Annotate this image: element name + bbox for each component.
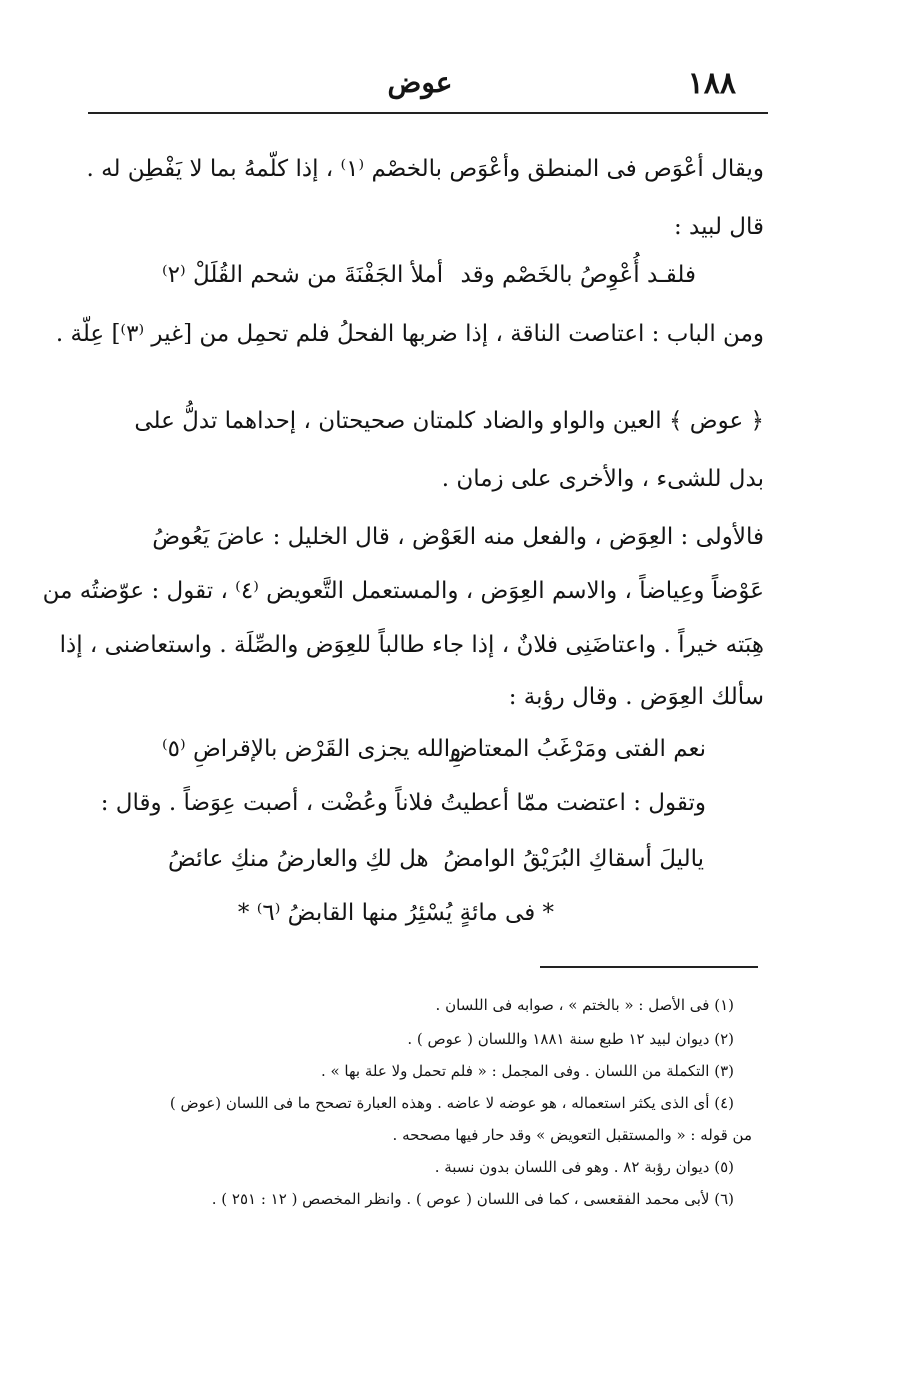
text-line: عَوْضاً وعِياضاً ، والاسم العِوَض ، والمستعمل التَّعويض ⁽٤⁾ ، تقول : عوّضتُه من — [42, 578, 764, 604]
footnote-rule — [540, 966, 758, 968]
text-line: هِبَته خيراً . واعتاضَنِى فلانٌ ، إذا جاء طالباً للعِوَض والصِّلَة . واستعاضنى ، إذا — [59, 632, 764, 658]
running-head: عوض — [387, 66, 453, 99]
text-line: بدل للشىء ، والأخرى على زمان . — [441, 466, 764, 492]
header-rule — [88, 112, 768, 114]
verse-hemistich: فلقـد أُعْوِصُ بالخَصْم وقد — [460, 262, 696, 288]
verse-single: * فى مائةٍ يُسْئِرُ منها القابضُ ⁽٦⁾ * — [237, 900, 554, 926]
text-line: ويقال أعْوَص فى المنطق وأعْوَص بالخصْم ⁽١⁾ ، إذا كلّمهُ بما لا يَفْطِن له . — [86, 156, 764, 182]
footnote-continuation: من قوله : « والمستقبل التعويض » وقد حار فيها مصححه . — [392, 1126, 752, 1144]
verse-hemistich: نعم الفتى ومَرْغَبُ المعتاضِ — [449, 736, 706, 762]
text-line: وتقول : اعتضت ممّا أعطيتُ فلاناً وعُضْت ، أصبت عِوَضاً . وقال : — [100, 790, 706, 816]
footnote: (٣) التكملة من اللسان . وفى المجمل : « فلم تحمل ولا علة بها » . — [320, 1062, 734, 1080]
verse-hemistich: هل لكِ والعارضُ منكِ عائضُ — [168, 846, 429, 872]
text-line: قال لبيد : — [673, 214, 764, 240]
footnote: (٢) ديوان لبيد ١٢ طبع سنة ١٨٨١ واللسان ( عوص ) . — [407, 1030, 734, 1048]
footnote: (٤) أى الذى يكثر استعماله ، هو عوضه لا عاضه . وهذه العبارة تصحح ما فى اللسان (عوض ) — [169, 1094, 734, 1112]
footnote: (٦) لأبى محمد الفقعسى ، كما فى اللسان ( عوص ) . وانظر المخصص ( ١٢ : ٢٥١ ) . — [211, 1190, 734, 1208]
page-number: ١٨٨ — [687, 66, 736, 101]
footnote: (١) فى الأصل : « بالختم » ، صوابه فى اللسان . — [435, 996, 734, 1014]
text-line: فالأولى : العِوَض ، والفعل منه العَوْض ، قال الخليل : عاضَ يَعُوضُ — [152, 524, 764, 550]
text-line: ومن الباب : اعتاصت الناقة ، إذا ضربها الفحلُ فلم تحمِل من [غير ⁽٣⁾] عِلّة . — [55, 321, 764, 347]
verse-hemistich: ياليلَ أسقاكِ البُرَيْقُ الوامضُ — [443, 846, 704, 872]
footnote: (٥) ديوان رؤبة ٨٢ . وهو فى اللسان بدون نسبة . — [434, 1158, 734, 1176]
verse-hemistich: والله يجزى القَرْض بالإقراضِ ⁽٥⁾ — [162, 736, 462, 762]
text-line: سألك العِوَض . وقال رؤبة : — [508, 684, 764, 710]
entry-line: ﴿ عوض ﴾ العين والواو والضاد كلمتان صحيحتان ، إحداهما تدلُّ على — [134, 408, 764, 434]
verse-hemistich: أملأ الجَفْنَةَ من شحم القُلَلْ ⁽٢⁾ — [162, 262, 444, 288]
